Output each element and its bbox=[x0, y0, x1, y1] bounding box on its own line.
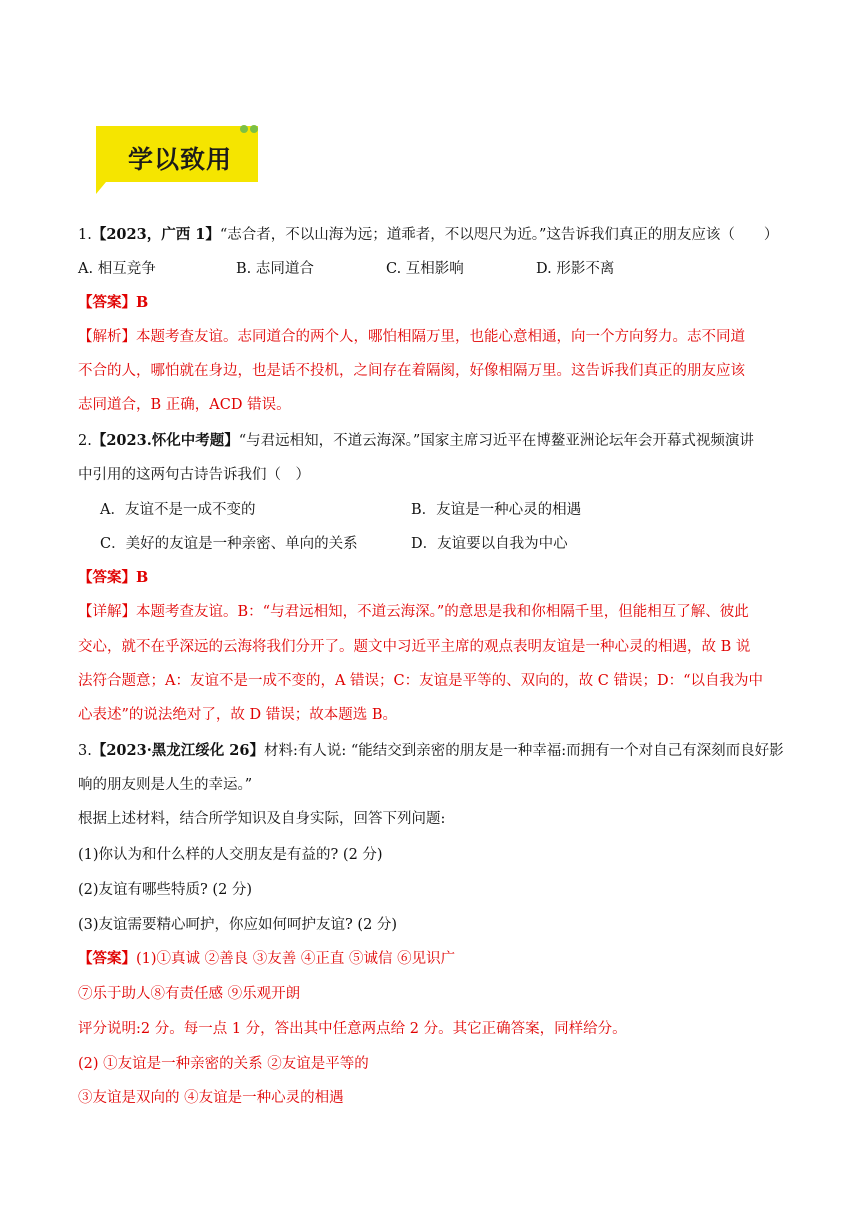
answer-text: (1)①真诚 ②善良 ③友善 ④正直 ⑤诚信 ⑥见识广 bbox=[136, 951, 456, 967]
question-source: 【2023，广西 1】 bbox=[91, 226, 220, 243]
answer: 【答案】B bbox=[78, 569, 149, 586]
question-stem-line: 中引用的这两句古诗告诉我们（ ） bbox=[78, 467, 310, 483]
analysis-line: 【详解】本题考查友谊。B：“与君远相知，不道云海深。”的意思是我和你相隔千里，但能相互了解、彼此 bbox=[78, 604, 749, 620]
answer-line: ③友谊是双向的 ④友谊是一种心灵的相遇 bbox=[78, 1090, 344, 1106]
option-b: B. 志同道合 bbox=[236, 261, 314, 277]
instruction: 根据上述材料，结合所学知识及自身实际，回答下列问题: bbox=[78, 811, 446, 827]
question-number: 3. bbox=[78, 743, 92, 759]
question-3 bbox=[78, 741, 784, 761]
option-a: A. 相互竞争 bbox=[78, 261, 156, 277]
answer-line: ⑦乐于助人⑧有责任感 ⑨乐观开朗 bbox=[78, 986, 301, 1002]
analysis-line: 不合的人，哪怕就在身边，也是话不投机，之间存在着隔阂，好像相隔万里。这告诉我们真正的朋友应该 bbox=[78, 363, 745, 379]
analysis-line: 心表述”的说法绝对了，故 D 错误；故本题选 B。 bbox=[78, 707, 398, 723]
analysis-line: 志同道合，B 正确，ACD 错误。 bbox=[78, 397, 291, 413]
answer-label: 【答案】 bbox=[78, 950, 136, 967]
question-stem: “与君远相知，不道云海深。”国家主席习近平在博鳌亚洲论坛年会开幕式视频演讲 bbox=[238, 433, 754, 449]
scoring-note: 评分说明:2 分。每一点 1 分，答出其中任意两点给 2 分。其它正确答案，同样给分。 bbox=[78, 1021, 627, 1037]
analysis-line: 交心，就不在乎深远的云海将我们分开了。题文中习近平主席的观点表明友谊是一种心灵的相遇，故 B 说 bbox=[78, 639, 751, 655]
answer-line: (2) ①友谊是一种亲密的关系 ②友谊是平等的 bbox=[78, 1056, 369, 1072]
answer: 【答案】B bbox=[78, 294, 149, 311]
question-1 bbox=[78, 225, 778, 245]
question-number: 1. bbox=[78, 227, 92, 243]
question-source: 【2023.怀化中考题】 bbox=[91, 432, 239, 449]
question-stem: 材料:有人说: “能结交到亲密的朋友是一种幸福:而拥有一个对自己有深刻而良好影 bbox=[263, 743, 784, 759]
section-title: 学以致用 bbox=[128, 145, 233, 174]
option-d: D. 形影不离 bbox=[536, 261, 615, 277]
question-number: 2. bbox=[78, 433, 92, 449]
question-stem: “志合者，不以山海为远；道乖者，不以咫尺为近。”这告诉我们真正的朋友应该（ ） bbox=[219, 227, 779, 243]
option-b: B．友谊是一种心灵的相遇 bbox=[411, 502, 582, 518]
question-source: 【2023·黑龙江绥化 26】 bbox=[91, 742, 264, 759]
analysis-line: 【解析】本题考查友谊。志同道合的两个人，哪怕相隔万里，也能心意相通，向一个方向努力。志不同道 bbox=[78, 329, 745, 345]
option-c: C．美好的友谊是一种亲密、单向的关系 bbox=[100, 536, 358, 552]
option-a: A．友谊不是一成不变的 bbox=[100, 502, 256, 518]
sub-question-2: (2)友谊有哪些特质? (2 分) bbox=[78, 882, 253, 898]
question-2 bbox=[78, 431, 754, 451]
option-c: C. 互相影响 bbox=[386, 261, 464, 277]
answer-line bbox=[78, 949, 455, 969]
sub-question-1: (1)你认为和什么样的人交朋友是有益的? (2 分) bbox=[78, 847, 383, 863]
question-stem-line: 响的朋友则是人生的幸运。” bbox=[78, 777, 253, 793]
analysis-line: 法符合题意；A：友谊不是一成不变的，A 错误；C：友谊是平等的、双向的，故 C 错误；D：“以自我为中 bbox=[78, 673, 763, 689]
option-d: D．友谊要以自我为中心 bbox=[411, 536, 568, 552]
sub-question-3: (3)友谊需要精心呵护，你应如何呵护友谊? (2 分) bbox=[78, 917, 398, 933]
